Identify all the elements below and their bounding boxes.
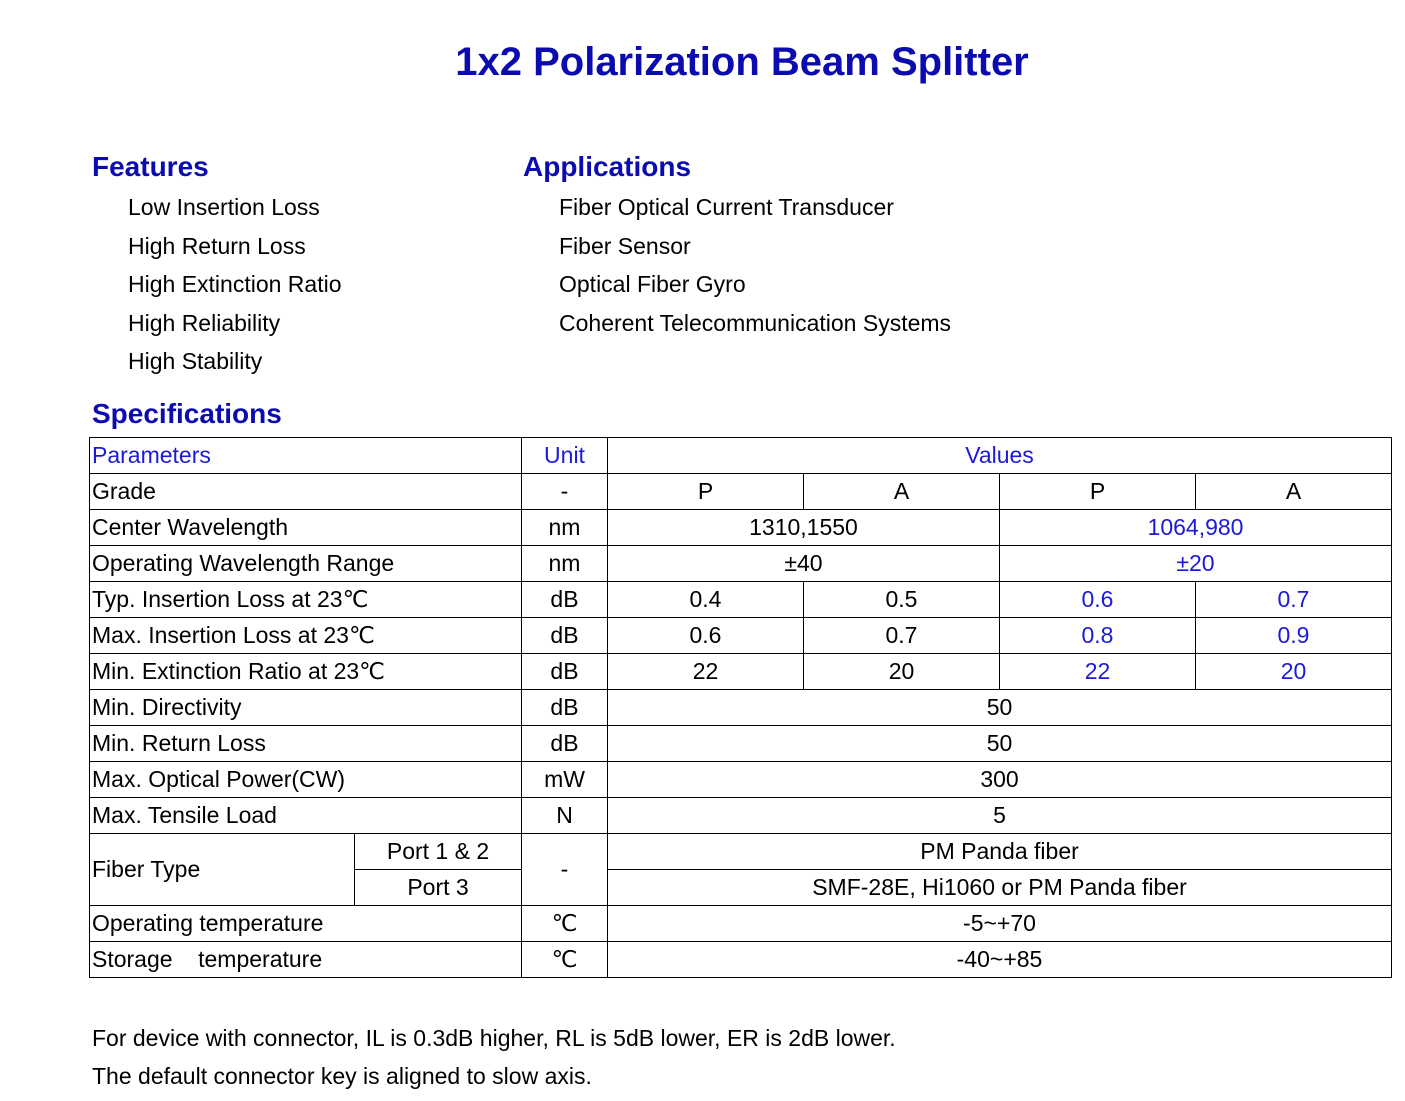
unit-cell: nm bbox=[522, 546, 608, 582]
applications-list bbox=[559, 192, 951, 346]
param-cell: Typ. Insertion Loss at 23℃ bbox=[90, 582, 522, 618]
unit-cell: dB bbox=[522, 690, 608, 726]
value-cell: 0.4 bbox=[608, 582, 804, 618]
unit-cell: dB bbox=[522, 654, 608, 690]
table-row bbox=[90, 834, 1392, 870]
table-row bbox=[90, 618, 1392, 654]
param-cell: Center Wavelength bbox=[90, 510, 522, 546]
unit-cell: dB bbox=[522, 618, 608, 654]
table-row bbox=[90, 690, 1392, 726]
page-title: 1x2 Polarization Beam Splitter bbox=[455, 40, 1029, 84]
list-item: Coherent Telecommunication Systems bbox=[559, 309, 952, 336]
unit-cell: dB bbox=[522, 726, 608, 762]
list-item: High Return Loss bbox=[128, 232, 306, 259]
table-row bbox=[90, 798, 1392, 834]
value-cell: 0.7 bbox=[1196, 582, 1392, 618]
list-item: High Extinction Ratio bbox=[128, 271, 342, 298]
param-cell: Operating Wavelength Range bbox=[90, 546, 522, 582]
value-cell: 1310,1550 bbox=[608, 510, 1000, 546]
port-label-cell: Port 1 & 2 bbox=[355, 834, 522, 870]
header-values: Values bbox=[608, 438, 1392, 474]
table-row bbox=[90, 582, 1392, 618]
param-cell: Max. Insertion Loss at 23℃ bbox=[90, 618, 522, 654]
value-cell: ±40 bbox=[608, 546, 1000, 582]
value-cell: 0.6 bbox=[608, 618, 804, 654]
value-cell: 5 bbox=[608, 798, 1392, 834]
unit-cell: - bbox=[522, 474, 608, 510]
value-cell: PM Panda fiber bbox=[608, 834, 1392, 870]
list-item: Fiber Optical Current Transducer bbox=[559, 194, 894, 220]
value-cell: 22 bbox=[1000, 654, 1196, 690]
table-row bbox=[90, 510, 1392, 546]
param-cell: Min. Extinction Ratio at 23℃ bbox=[90, 654, 522, 690]
unit-cell: ℃ bbox=[522, 906, 608, 942]
features-heading: Features bbox=[92, 151, 209, 182]
unit-cell: mW bbox=[522, 762, 608, 798]
unit-cell: dB bbox=[522, 582, 608, 618]
value-cell: SMF-28E, Hi1060 or PM Panda fiber bbox=[608, 870, 1392, 906]
value-cell: 0.7 bbox=[804, 618, 1000, 654]
table-row bbox=[90, 942, 1392, 978]
value-cell: 20 bbox=[1196, 654, 1392, 690]
table-row bbox=[90, 654, 1392, 690]
specifications-heading: Specifications bbox=[92, 398, 282, 429]
list-item: High Reliability bbox=[128, 309, 281, 336]
list-item: Optical Fiber Gyro bbox=[559, 271, 746, 298]
table-row bbox=[90, 906, 1392, 942]
value-cell: 0.9 bbox=[1196, 618, 1392, 654]
list-item: High Stability bbox=[128, 348, 263, 375]
unit-cell: nm bbox=[522, 510, 608, 546]
value-cell: 0.6 bbox=[1000, 582, 1196, 618]
param-cell: Storage temperature bbox=[90, 942, 522, 978]
param-cell: Max. Optical Power(CW) bbox=[90, 762, 522, 798]
value-cell: 300 bbox=[608, 762, 1392, 798]
header-parameters: Parameters bbox=[90, 438, 522, 474]
value-cell: P bbox=[608, 474, 804, 510]
value-cell: 0.8 bbox=[1000, 618, 1196, 654]
list-item: Fiber Sensor bbox=[559, 232, 691, 259]
param-cell: Min. Return Loss bbox=[90, 726, 522, 762]
specifications-table bbox=[89, 437, 1392, 978]
value-cell: -40~+85 bbox=[608, 942, 1392, 978]
table-row bbox=[90, 726, 1392, 762]
param-cell: Grade bbox=[90, 474, 522, 510]
value-cell: 20 bbox=[804, 654, 1000, 690]
value-cell: 22 bbox=[608, 654, 804, 690]
value-cell: A bbox=[804, 474, 1000, 510]
value-cell: -5~+70 bbox=[608, 906, 1392, 942]
param-cell: Operating temperature bbox=[90, 906, 522, 942]
value-cell: 50 bbox=[608, 726, 1392, 762]
features-list bbox=[128, 192, 342, 385]
param-cell: Max. Tensile Load bbox=[90, 798, 522, 834]
connector-note: For device with connector, IL is 0.3dB higher, RL is 5dB lower, ER is 2dB lower. bbox=[92, 1025, 896, 1051]
connector-key-note: The default connector key is aligned to slow axis. bbox=[92, 1063, 592, 1089]
param-cell: Min. Directivity bbox=[90, 690, 522, 726]
applications-heading: Applications bbox=[523, 151, 692, 182]
value-cell: 1064,980 bbox=[1000, 510, 1392, 546]
value-cell: P bbox=[1000, 474, 1196, 510]
value-cell: 50 bbox=[608, 690, 1392, 726]
list-item: Low Insertion Loss bbox=[128, 194, 320, 220]
value-cell: 0.5 bbox=[804, 582, 1000, 618]
value-cell: A bbox=[1196, 474, 1392, 510]
table-row bbox=[90, 762, 1392, 798]
unit-cell: N bbox=[522, 798, 608, 834]
table-row bbox=[90, 546, 1392, 582]
table-header-row bbox=[90, 438, 1392, 474]
unit-cell: - bbox=[522, 834, 608, 906]
value-cell: ±20 bbox=[1000, 546, 1392, 582]
port-label-cell: Port 3 bbox=[355, 870, 522, 906]
table-row bbox=[90, 474, 1392, 510]
param-cell: Fiber Type bbox=[90, 834, 355, 906]
unit-cell: ℃ bbox=[522, 942, 608, 978]
header-unit: Unit bbox=[522, 438, 608, 474]
